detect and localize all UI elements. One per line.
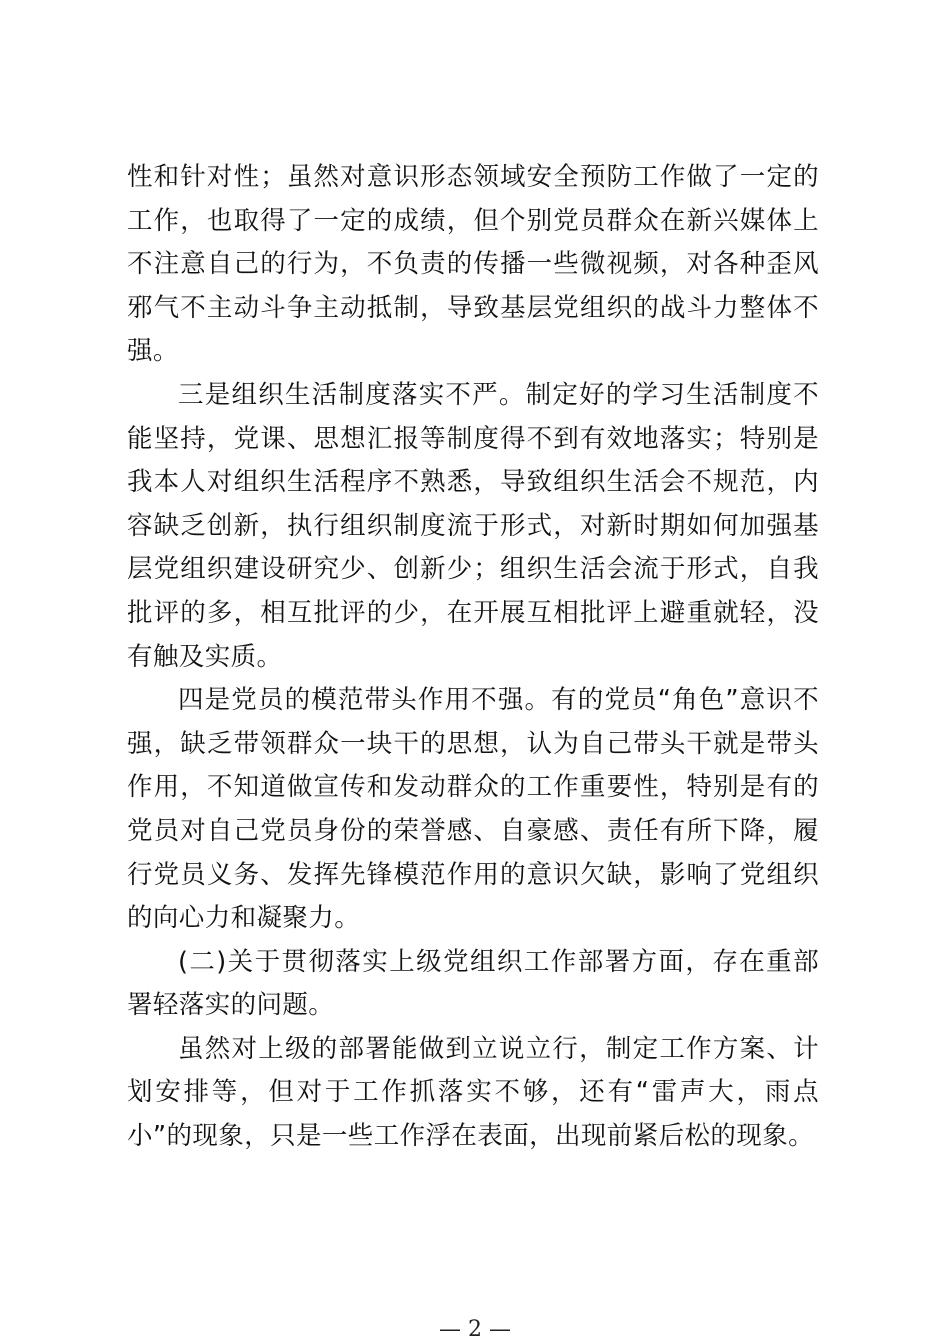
paragraph-organizational-life: 三是组织生活制度落实不严。制定好的学习生活制度不能坚持，党课、思想汇报等制度得不到有效地落实；特别是我本人对组织生活程序不熟悉，导致组织生活会不规范，内容缺乏创新，执行组织制度流于形式，对新时期如何加强基层党组织建设研究少、创新少；组织生活会流于形式，自我批评的多，相互批评的少，在开展互相批评上避重就轻，没有触及实质。 [127,379,819,672]
document-body [127,156,819,1159]
paragraph-party-member-role: 四是党员的模范带头作用不强。有的党员“角色”意识不强，缺乏带领群众一块干的思想，认为自己带头干就是带头作用，不知道做宣传和发动群众的工作重要性，特别是有的党员对自己党员身份的荣誉感、自豪感、责任有所下降，履行党员义务、发挥先锋模范作用的意识欠缺，影响了党组织的向心力和凝聚力。 [127,685,819,934]
paragraph-section-heading-2: (二)关于贯彻落实上级党组织工作部署方面，存在重部署轻落实的问题。 [127,946,819,1021]
paragraph-implementation: 虽然对上级的部署能做到立说立行，制定工作方案、计划安排等，但对于工作抓落实不够，还有“雷声大，雨点小”的现象，只是一些工作浮在表面，出现前紧后松的现象。 [127,1033,819,1152]
page-number: — 2 — [439,1317,511,1342]
paragraph-continuation: 性和针对性；虽然对意识形态领域安全预防工作做了一定的工作，也取得了一定的成绩，但个别党员群众在新兴媒体上不注意自己的行为，不负责的传播一些微视频，对各种歪风邪气不主动斗争主动抵制，导致基层党组织的战斗力整体不强。 [127,162,819,367]
